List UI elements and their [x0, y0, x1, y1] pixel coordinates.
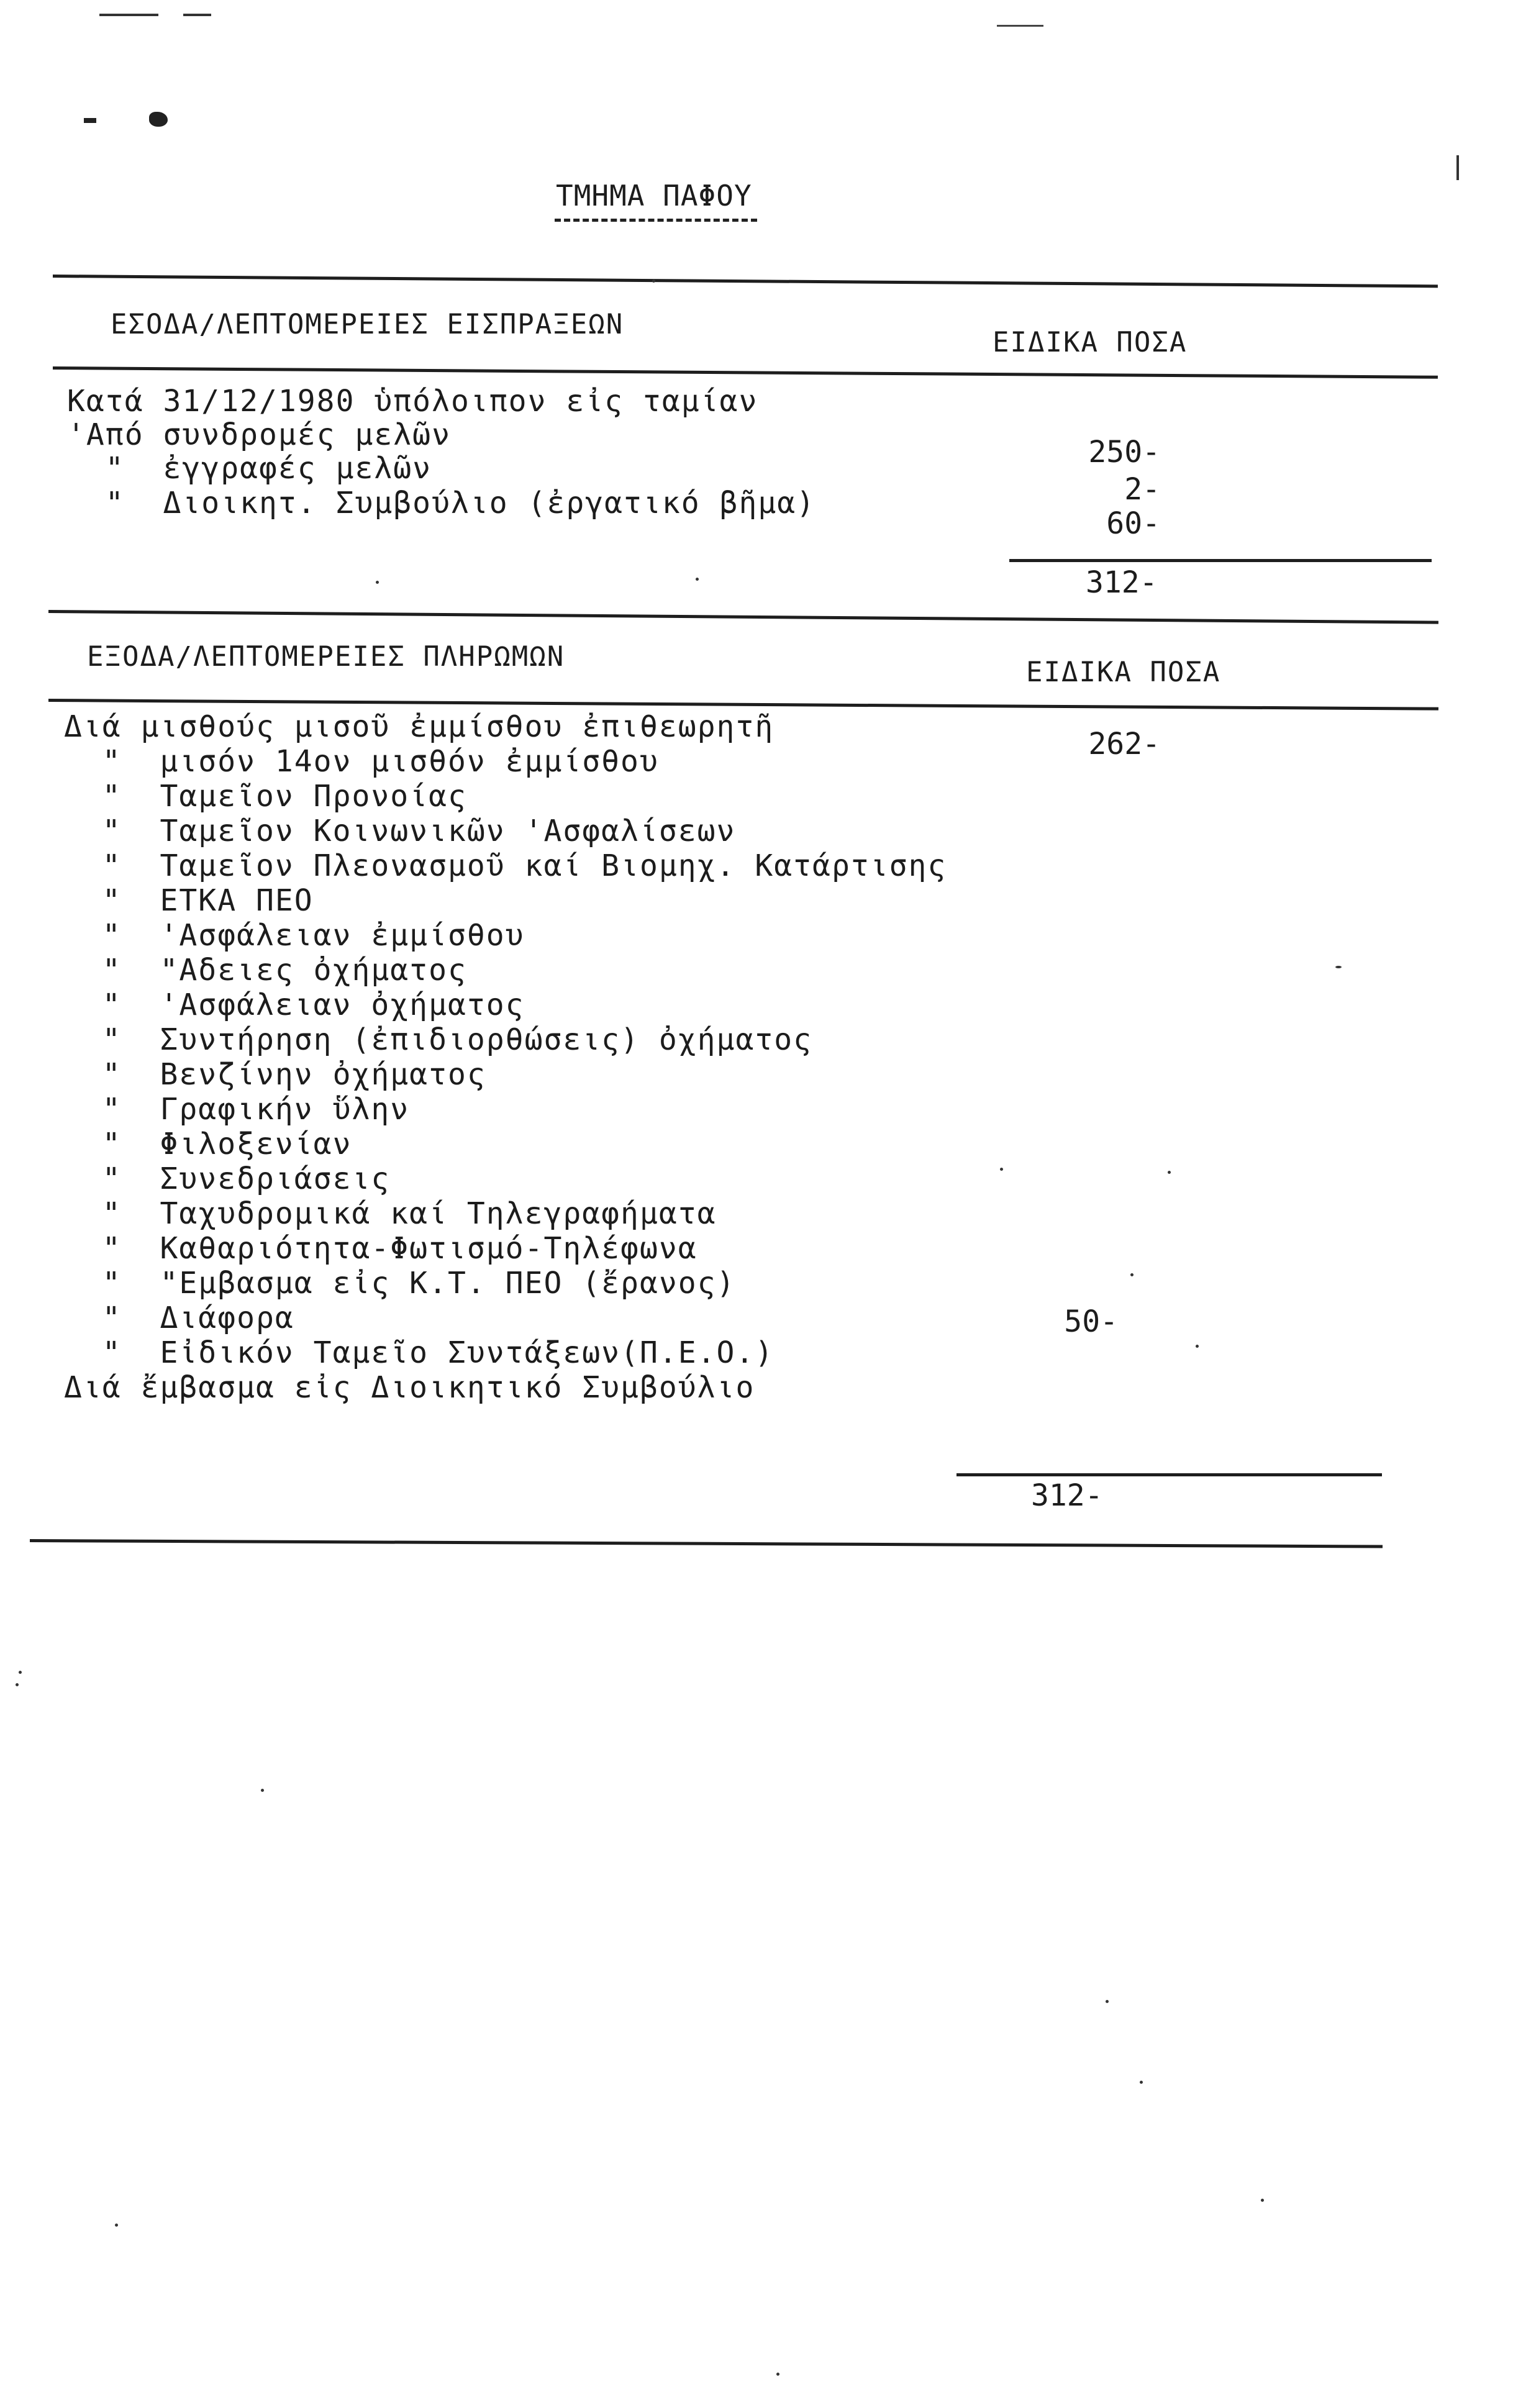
receipts-amount-subscriptions: 250- — [1088, 435, 1160, 470]
receipts-line-4: " Διοικητ. Συμβούλιο (ἐργατικό βῆμα) — [67, 486, 816, 520]
speck — [1106, 2000, 1109, 2003]
receipts-bottom-rule — [48, 610, 1438, 624]
receipts-header-left: ΕΣΟΔΑ/ΛΕΠΤΟΜΕΡΕΙΕΣ ΕΙΣΠΡΑΞΕΩΝ — [111, 309, 624, 340]
payments-line-7: " 'Ασφάλειαν ἐμμίσθου — [64, 918, 525, 953]
title-underline — [555, 219, 757, 222]
speck — [776, 2373, 779, 2376]
payments-amount-eranos: 50- — [1064, 1304, 1118, 1339]
payments-line-5: " Ταμεῖον Πλεονασμοῦ καί Βιομηχ. Κατάρτισης — [64, 848, 947, 883]
receipts-total-rule — [1009, 559, 1432, 562]
receipts-line-2: 'Από συνδρομές μελῶν — [67, 417, 451, 452]
payments-line-12: " Γραφικήν ὕλην — [64, 1092, 410, 1127]
speck — [261, 1789, 264, 1792]
receipts-line-1: Κατά 31/12/1980 ὑπόλοιπον εἰς ταμίαν — [67, 384, 758, 419]
scan-mark-right-edge — [1456, 155, 1459, 180]
scan-mark-corner-2 — [149, 112, 168, 127]
payments-line-8: " "Αδειες ὀχήματος — [64, 953, 467, 988]
payments-total: 312- — [1031, 1478, 1103, 1513]
payments-line-20: Διά ἔμβασμα εἰς Διοικητικό Συμβούλιο — [64, 1370, 755, 1405]
receipts-line-3: " ἐγγραφές μελῶν — [67, 451, 432, 486]
page-title: ΤΜΗΜΑ ΠΑΦΟΥ — [556, 179, 752, 212]
payments-line-16: " Καθαριότητα-Φωτισμό-Τηλέφωνα — [64, 1231, 697, 1266]
payments-bottom-rule — [30, 1539, 1383, 1548]
speck — [1196, 1345, 1199, 1348]
payments-line-19: " Εἰδικόν Ταμεῖο Συντάξεων(Π.Ε.Ο.) — [64, 1335, 775, 1370]
payments-line-14: " Συνεδριάσεις — [64, 1161, 391, 1196]
receipts-header-rule — [53, 366, 1438, 379]
receipts-header-right: ΕΙΔΙΚΑ ΠΟΣΑ — [993, 327, 1188, 358]
scan-mark-top-left-2 — [183, 14, 211, 16]
speck — [1000, 1168, 1003, 1171]
payments-line-9: " 'Ασφάλειαν ὀχήματος — [64, 988, 525, 1022]
payments-total-rule — [956, 1473, 1382, 1476]
receipts-top-rule — [53, 275, 1438, 288]
payments-line-18: " Διάφορα — [64, 1301, 294, 1335]
scan-mark-corner — [84, 118, 96, 123]
speck — [1140, 2081, 1143, 2084]
speck — [16, 1683, 19, 1686]
payments-line-3: " Ταμεῖον Προνοίας — [64, 779, 467, 814]
speck — [1335, 966, 1342, 968]
speck — [1261, 2199, 1264, 2202]
payments-line-6: " ΕΤΚΑ ΠΕΟ — [64, 883, 314, 918]
payments-line-13: " Φιλοξενίαν — [64, 1127, 352, 1161]
speck — [115, 2224, 118, 2227]
payments-line-17: " "Εμβασμα εἰς Κ.Τ. ΠΕΟ (ἔρανος) — [64, 1266, 736, 1301]
speck — [1130, 1273, 1134, 1276]
payments-header-left: ΕΞΟΔΑ/ΛΕΠΤΟΜΕΡΕΙΕΣ ΠΛΗΡΩΜΩΝ — [87, 641, 565, 673]
speck — [652, 279, 655, 283]
scan-mark-top-left — [99, 14, 158, 16]
payments-header-right: ΕΙΔΙΚΑ ΠΟΣΑ — [1026, 657, 1221, 688]
payments-line-1: Διά μισθούς μισοῦ ἐμμίσθου ἐπιθεωρητῆ — [64, 709, 775, 744]
payments-line-2: " μισόν 14ον μισθόν ἐμμίσθου — [64, 744, 659, 779]
payments-line-15: " Ταχυδρομικά καί Τηλεγραφήματα — [64, 1196, 717, 1231]
speck — [19, 1671, 22, 1674]
payments-header-rule — [48, 699, 1438, 711]
payments-amount-salaries: 262- — [1088, 727, 1160, 761]
payments-line-4: " Ταμεῖον Κοινωνικῶν 'Ασφαλίσεων — [64, 814, 736, 848]
speck — [696, 578, 699, 581]
receipts-amount-registrations: 2- — [1124, 472, 1160, 507]
scan-mark-top-right — [997, 25, 1043, 27]
payments-line-11: " Βενζίνην ὀχήματος — [64, 1057, 486, 1092]
speck — [376, 581, 379, 584]
payments-line-10: " Συντήρηση (ἐπιδιορθώσεις) ὀχήματος — [64, 1022, 813, 1057]
receipts-amount-board: 60- — [1106, 506, 1160, 541]
receipts-total: 312- — [1086, 565, 1158, 600]
speck — [1168, 1171, 1171, 1174]
